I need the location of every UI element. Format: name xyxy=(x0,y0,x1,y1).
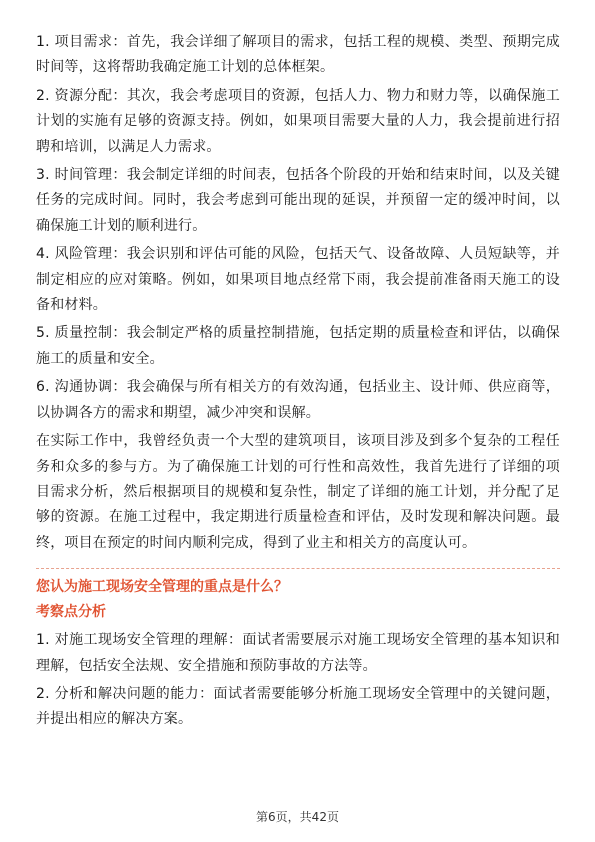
question-heading: 您认为施工现场安全管理的重点是什么？ xyxy=(36,579,288,596)
list-item: 3. 时间管理：我会制定详细的时间表，包括各个阶段的开始和结束时间，以及关键任务的完成时间。同时，我会考虑到可能出现的延误，并预留一定的缓冲时间，以确保施工计划的顺利进行。 xyxy=(36,167,560,234)
page-number: 第6页，共42页 xyxy=(256,810,339,824)
list-item: 4. 风险管理：我会识别和评估可能的风险，包括天气、设备故障、人员短缺等，并制定相应的应对策略。例如，如果项目地点经常下雨，我会提前准备雨天施工的设备和材料。 xyxy=(36,246,560,314)
analysis-item: 1. 对施工现场安全管理的理解：面试者需要展示对施工现场安全管理的基本知识和理解，包括安全法规、安全措施和预防事故的方法等。 xyxy=(36,632,560,674)
list-item: 6. 沟通协调：我会确保与所有相关方的有效沟通，包括业主、设计师、供应商等，以协调各方的需求和期望，减少冲突和误解。 xyxy=(36,379,560,421)
list-item: 1. 项目需求：首先，我会详细了解项目的需求，包括工程的规模、类型、预期完成时间等，这将帮助我确定施工计划的总体框架。 xyxy=(36,34,560,76)
list-item: 5. 质量控制：我会制定严格的质量控制措施，包括定期的质量检查和评估，以确保施工的质量和安全。 xyxy=(36,325,560,367)
section-divider xyxy=(36,568,560,569)
list-item: 2. 资源分配：其次，我会考虑项目的资源，包括人力、物力和财力等，以确保施工计划的实施有足够的资源支持。例如，如果项目需要大量的人力，我会提前进行招聘和培训，以满足人力需求。 xyxy=(36,87,560,155)
analysis-item: 2. 分析和解决问题的能力：面试者需要能够分析施工现场安全管理中的关键问题，并提出相应的解决方案。 xyxy=(36,685,560,728)
analysis-heading: 考察点分析 xyxy=(36,604,106,621)
example-paragraph: 在实际工作中，我曾经负责一个大型的建筑项目，该项目涉及到多个复杂的工程任务和众多的参与方。为了确保施工计划的可行性和高效性，我首先进行了详细的项目需求分析，然后根据项目的规模和复杂性，制定了详细的施工计划，并分配了足够的资源。在施工过程中，我定期进行质量检查和评估，及时发现和解决问题。最终，项目在预定的时间内顺利完成，得到了业主和相关方的高度认可。 xyxy=(36,433,560,551)
document-body xyxy=(36,30,560,736)
